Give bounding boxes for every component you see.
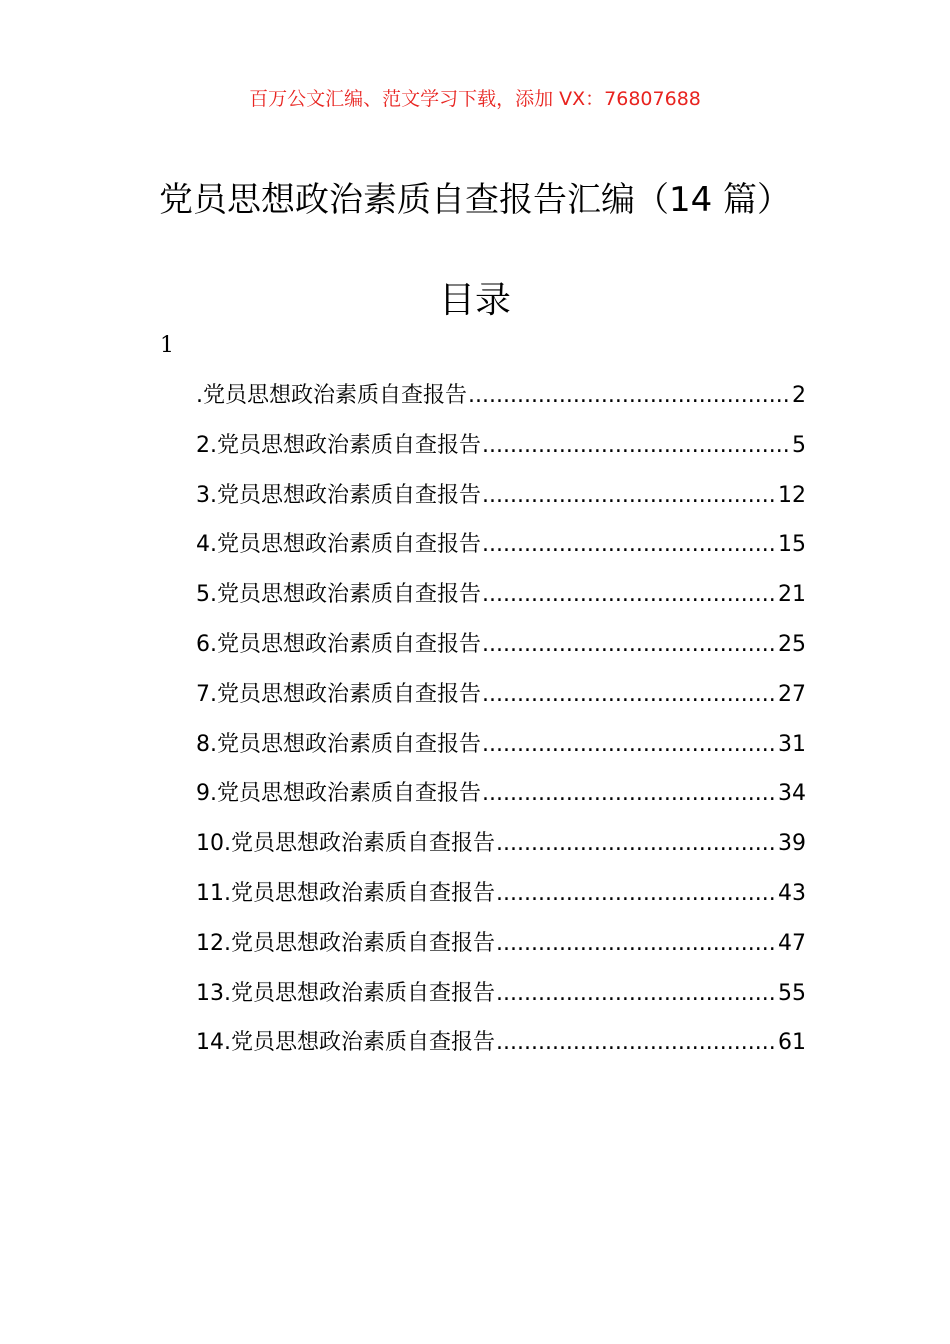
toc-stray-number: 1	[160, 333, 174, 358]
toc-dot-leader	[482, 532, 777, 557]
toc-heading: 目录	[438, 280, 511, 321]
toc-entry-page-number: 39	[778, 831, 806, 857]
toc-dot-leader	[496, 831, 777, 856]
toc-entry-page-number: 31	[778, 731, 806, 757]
toc-entry-label: 13.党员思想政治素质自查报告	[196, 980, 495, 1006]
toc-entry[interactable]	[196, 478, 806, 528]
toc-entry-label: 11.党员思想政治素质自查报告	[196, 880, 495, 906]
toc-dot-leader	[482, 682, 777, 707]
toc-dot-leader	[496, 931, 777, 956]
toc-dot-leader	[496, 981, 777, 1006]
toc-dot-leader	[482, 433, 791, 458]
toc-entry-label: 9.党员思想政治素质自查报告	[196, 781, 481, 807]
toc-entry[interactable]	[196, 826, 806, 876]
toc-entry[interactable]	[196, 1025, 806, 1075]
toc-entry[interactable]	[196, 677, 806, 727]
toc-dot-leader	[482, 483, 777, 508]
toc-entry-label: 6.党员思想政治素质自查报告	[196, 631, 481, 657]
toc-entry-page-number: 27	[778, 681, 806, 707]
toc-entry-page-number: 43	[778, 880, 806, 906]
toc-entry[interactable]	[196, 926, 806, 976]
toc-entry-page-number: 12	[778, 482, 806, 508]
toc-entry-label: 7.党员思想政治素质自查报告	[196, 681, 481, 707]
toc-entry-page-number: 55	[778, 980, 806, 1006]
toc-dot-leader	[482, 582, 777, 607]
toc-entry[interactable]	[196, 976, 806, 1026]
toc-entry-page-number: 25	[778, 631, 806, 657]
toc-entry-page-number: 15	[778, 532, 806, 558]
toc-entry-page-number: 47	[778, 930, 806, 956]
toc-dot-leader	[482, 781, 777, 806]
toc-dot-leader	[468, 383, 791, 408]
toc-entry-label: .党员思想政治素质自查报告	[196, 383, 467, 408]
toc-dot-leader	[482, 632, 777, 657]
toc-entry-page-number: 2	[792, 383, 806, 408]
toc-entry-page-number: 34	[778, 781, 806, 807]
toc-entry[interactable]	[196, 378, 806, 428]
toc-entry[interactable]	[196, 627, 806, 677]
toc-entry[interactable]	[196, 577, 806, 627]
toc-entry-label: 14.党员思想政治素质自查报告	[196, 1030, 495, 1056]
toc-entry[interactable]	[196, 776, 806, 826]
table-of-contents	[196, 378, 806, 1075]
toc-entry-label: 12.党员思想政治素质自查报告	[196, 930, 495, 956]
toc-entry-label: 3.党员思想政治素质自查报告	[196, 482, 481, 508]
toc-entry-label: 4.党员思想政治素质自查报告	[196, 532, 481, 558]
toc-entry[interactable]	[196, 876, 806, 926]
toc-entry[interactable]	[196, 527, 806, 577]
toc-entry-label: 8.党员思想政治素质自查报告	[196, 731, 481, 757]
toc-entry-page-number: 5	[792, 432, 806, 458]
toc-entry-label: 2.党员思想政治素质自查报告	[196, 432, 481, 458]
toc-entry-page-number: 61	[778, 1030, 806, 1056]
toc-entry-page-number: 21	[778, 582, 806, 608]
toc-entry[interactable]	[196, 428, 806, 478]
toc-entry[interactable]	[196, 727, 806, 777]
toc-entry-label: 5.党员思想政治素质自查报告	[196, 582, 481, 608]
toc-dot-leader	[496, 881, 777, 906]
toc-dot-leader	[496, 1030, 777, 1055]
promo-banner: 百万公文汇编、范文学习下载，添加 VX：76807688	[249, 88, 701, 110]
toc-dot-leader	[482, 732, 777, 757]
document-title: 党员思想政治素质自查报告汇编（14 篇）	[158, 180, 792, 220]
toc-entry-label: 10.党员思想政治素质自查报告	[196, 831, 495, 857]
